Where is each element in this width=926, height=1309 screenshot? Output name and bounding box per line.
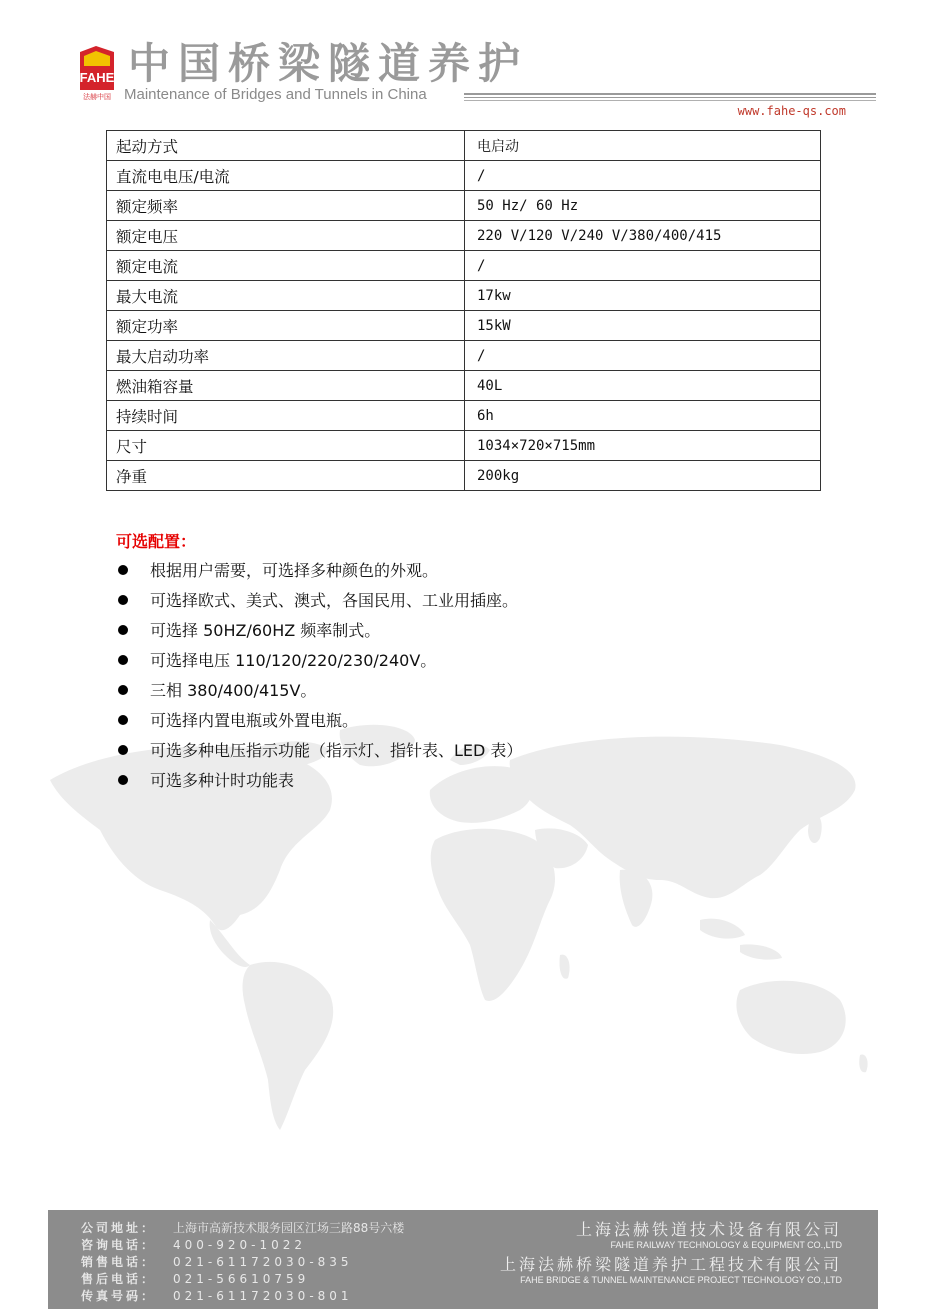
contact-row [81, 1288, 404, 1305]
contact-row [81, 1254, 404, 1271]
option-text: 可选择内置电瓶或外置电瓶。 [150, 711, 359, 730]
contact-label: 销售电话： [81, 1255, 157, 1269]
option-text: 可选择欧式、美式、澳式，各国民用、工业用插座。 [150, 591, 519, 610]
options-heading: 可选配置： [116, 532, 197, 551]
fahe-logo [76, 44, 118, 102]
spec-value: 200kg [465, 461, 821, 491]
table-row [107, 401, 821, 431]
logo-caption: 法赫中国 [83, 93, 111, 101]
bullet-icon [118, 715, 128, 725]
spec-value: 1034×720×715mm [465, 431, 821, 461]
bullet-icon [118, 565, 128, 575]
contact-label: 咨询电话： [81, 1238, 157, 1252]
list-item [116, 616, 522, 646]
spec-value: / [465, 341, 821, 371]
contact-value: 021-61172030-801 [173, 1289, 353, 1303]
contact-label: 公司地址： [81, 1221, 157, 1235]
table-row [107, 281, 821, 311]
list-item [116, 706, 522, 736]
spec-label: 额定电压 [107, 221, 465, 251]
spec-value: 电启动 [465, 131, 821, 161]
page-title: 中国桥梁隧道养护 [128, 39, 529, 88]
option-text: 可选择电压 110/120/220/230/240V。 [150, 651, 437, 670]
contact-row [81, 1237, 404, 1254]
spec-value: 50 Hz/ 60 Hz [465, 191, 821, 221]
list-item [116, 556, 522, 586]
contact-value: 上海市高新技术服务园区江场三路88号六楼 [173, 1221, 405, 1235]
bullet-icon [118, 685, 128, 695]
option-text: 根据用户需要，可选择多种颜色的外观。 [150, 561, 439, 580]
table-row [107, 131, 821, 161]
spec-value: 17kw [465, 281, 821, 311]
option-text: 三相 380/400/415V。 [150, 681, 317, 700]
header-rule [464, 100, 876, 101]
options-list [116, 556, 522, 796]
contact-row [81, 1271, 404, 1288]
list-item [116, 586, 522, 616]
list-item [116, 766, 522, 796]
table-row [107, 431, 821, 461]
bullet-icon [118, 775, 128, 785]
company-2-name: 上海法赫桥梁隧道养护工程技术有限公司 [499, 1255, 842, 1274]
contact-label: 传真号码： [81, 1289, 157, 1303]
bullet-icon [118, 655, 128, 665]
spec-label: 尺寸 [107, 431, 465, 461]
company-names [500, 1220, 842, 1286]
spec-label: 起动方式 [107, 131, 465, 161]
spec-label: 额定功率 [107, 311, 465, 341]
spec-label: 持续时间 [107, 401, 465, 431]
company-1-name-en: FAHE RAILWAY TECHNOLOGY & EQUIPMENT CO.,LTD [610, 1240, 842, 1250]
bullet-icon [118, 745, 128, 755]
logo-text: FAHE [79, 70, 115, 85]
spec-label: 额定频率 [107, 191, 465, 221]
spec-label: 净重 [107, 461, 465, 491]
spec-value: / [465, 251, 821, 281]
header-rule [464, 93, 876, 95]
list-item [116, 676, 522, 706]
table-row [107, 371, 821, 401]
spec-label: 直流电电压/电流 [107, 161, 465, 191]
spec-value: / [465, 161, 821, 191]
spec-value: 220 V/120 V/240 V/380/400/415 [465, 221, 821, 251]
spec-value: 40L [465, 371, 821, 401]
table-row [107, 341, 821, 371]
table-row [107, 311, 821, 341]
contact-info [81, 1220, 404, 1305]
page-footer [48, 1210, 878, 1309]
spec-value: 15kW [465, 311, 821, 341]
contact-value: 400-920-1022 [173, 1238, 307, 1252]
contact-value: 021-56610759 [173, 1272, 310, 1286]
spec-label: 额定电流 [107, 251, 465, 281]
spec-label: 燃油箱容量 [107, 371, 465, 401]
contact-value: 021-61172030-835 [173, 1255, 353, 1269]
company-2-name-en: FAHE BRIDGE & TUNNEL MAINTENANCE PROJECT TECHNOLOGY CO.,LTD [520, 1275, 842, 1285]
page-subtitle: Maintenance of Bridges and Tunnels in China [124, 86, 427, 103]
table-row [107, 191, 821, 221]
spec-label: 最大电流 [107, 281, 465, 311]
list-item [116, 736, 522, 766]
website-url: www.fahe-qs.com [737, 104, 846, 118]
table-row [107, 161, 821, 191]
option-text: 可选多种电压指示功能（指示灯、指针表、LED 表） [150, 741, 523, 760]
bullet-icon [118, 595, 128, 605]
table-row [107, 461, 821, 491]
contact-row [81, 1220, 404, 1237]
contact-label: 售后电话： [81, 1272, 157, 1286]
spec-label: 最大启动功率 [107, 341, 465, 371]
bullet-icon [118, 625, 128, 635]
table-row [107, 251, 821, 281]
company-1-name: 上海法赫铁道技术设备有限公司 [575, 1220, 842, 1239]
option-text: 可选多种计时功能表 [150, 771, 295, 790]
spec-value: 6h [465, 401, 821, 431]
header-rule [464, 97, 876, 98]
table-row [107, 221, 821, 251]
option-text: 可选择 50HZ/60HZ 频率制式。 [150, 621, 381, 640]
spec-table [106, 130, 821, 491]
list-item [116, 646, 522, 676]
